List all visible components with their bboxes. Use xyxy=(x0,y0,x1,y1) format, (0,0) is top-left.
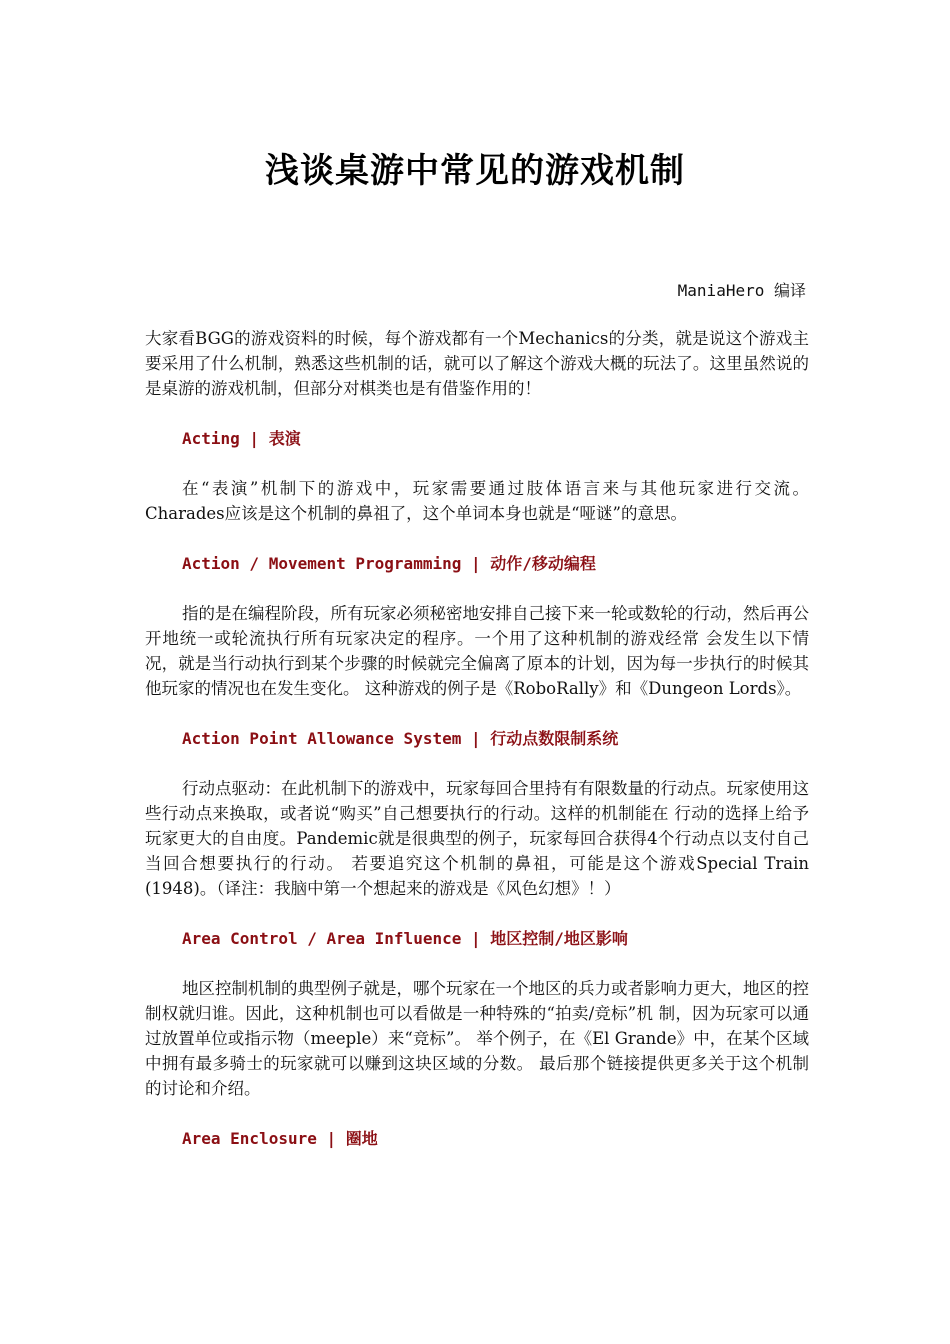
section-body-action-programming: 指的是在编程阶段，所有玩家必须秘密地安排自己接下来一轮或数轮的行动，然后再公开地统一或轮流执行所有玩家决定的程序。一个用了这种机制的游戏经常 会发生以下情况，就是当行动执行到某个步骤的时候就完全偏离了原本的计划，因为每一步执行的时候其他玩家的情况也在发生变化。 这种游戏的例子是《RoboRally》和《Dungeon Lords》。 xyxy=(145,604,809,698)
section-heading-action-points: Action Point Allowance System | 行动点数限制系统 xyxy=(182,729,619,748)
page-title: 浅谈桌游中常见的游戏机制 xyxy=(265,151,685,191)
section-body-action-points: 行动点驱动：在此机制下的游戏中，玩家每回合里持有有限数量的行动点。玩家使用这些行动点来换取，或者说“购买”自己想要执行的行动。这样的机制能在 行动的选择上给予玩家更大的自由度。Pandemic就是很典型的例子，玩家每回合获得4个行动点以支付自己当回合想要执行的行动。 若要追究这个机制的鼻祖，可能是这个游戏Special Train (1948)。（译注：我脑中第一个想起来的游戏是《风色幻想》！） xyxy=(145,779,809,898)
section-heading-area-control: Area Control / Area Influence | 地区控制/地区影响 xyxy=(182,929,628,948)
section-body-area-control: 地区控制机制的典型例子就是，哪个玩家在一个地区的兵力或者影响力更大，地区的控制权就归谁。因此，这种机制也可以看做是一种特殊的“拍卖/竞标”机 制，因为玩家可以通过放置单位或指示物（meeple）来“竞标”。 举个例子，在《El Grande》中，在某个区域中拥有最多骑士的玩家就可以赚到这块区域的分数。 最后那个链接提供更多关于这个机制的讨论和介绍。 xyxy=(145,979,809,1098)
section-heading-acting: Acting | 表演 xyxy=(182,429,301,448)
intro-paragraph: 大家看BGG的游戏资料的时候，每个游戏都有一个Mechanics的分类，就是说这个游戏主要采用了什么机制，熟悉这些机制的话，就可以了解这个游戏大概的玩法了。这里虽然说的是桌游的游戏机制，但部分对棋类也是有借鉴作用的！ xyxy=(145,329,809,398)
section-heading-area-enclosure: Area Enclosure | 圈地 xyxy=(182,1129,378,1148)
author-byline: ManiaHero 编译 xyxy=(677,281,806,300)
section-body-acting: 在“表演”机制下的游戏中，玩家需要通过肢体语言来与其他玩家进行交流。 Charades应该是这个机制的鼻祖了，这个单词本身也就是“哑谜”的意思。 xyxy=(145,479,809,523)
document-body xyxy=(145,326,809,1151)
section-heading-action-programming: Action / Movement Programming | 动作/移动编程 xyxy=(182,554,596,573)
